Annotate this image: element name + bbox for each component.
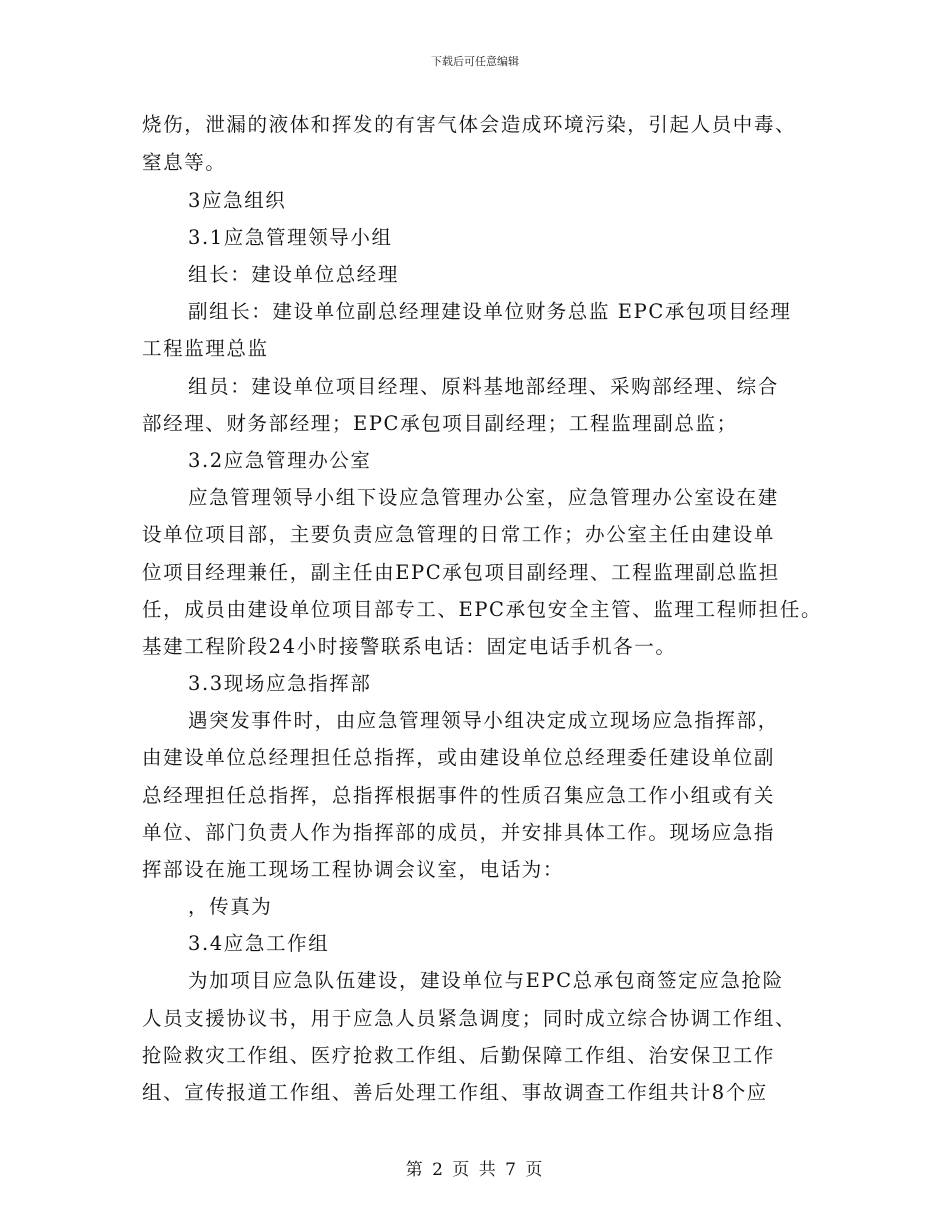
body-line: 挥部设在施工现场工程协调会议室，电话为： [142,858,565,881]
body-line: 组长：建设单位总经理 [188,263,400,286]
body-line: ，传真为 [188,895,273,918]
body-line: 人员支援协议书，用于应急人员紧急调度；同时成立综合协调工作组、 [142,1007,797,1030]
subsection-heading: 3.1应急管理领导小组 [188,226,393,249]
subsection-heading: 3.3现场应急指挥部 [188,672,372,695]
body-line: 遇突发事件时，由应急管理领导小组决定成立现场应急指挥部， [188,709,779,732]
page-footer: 第 2 页 共 7 页 [405,1160,545,1180]
body-line: 位项目经理兼任，副主任由EPC承包项目副经理、工程监理副总监担 [142,561,780,584]
body-line: 任，成员由建设单位项目部专工、EPC承包安全主管、监理工程师担任。 [142,598,823,621]
body-line: 工程监理总监 [142,337,269,360]
subsection-heading: 3.2应急管理办公室 [188,449,372,472]
body-line: 基建工程阶段24小时接警联系电话：固定电话手机各一。 [142,635,677,658]
body-line: 总经理担任总指挥，总指挥根据事件的性质召集应急工作小组或有关 [142,784,776,807]
body-line: 应急管理领导小组下设应急管理办公室，应急管理办公室设在建 [188,486,779,509]
body-line: 部经理、财务部经理；EPC承包项目副经理；工程监理副总监； [142,412,738,435]
body-line: 设单位项目部，主要负责应急管理的日常工作；办公室主任由建设单 [142,523,776,546]
body-line: 组员：建设单位项目经理、原料基地部经理、采购部经理、综合 [188,375,779,398]
body-line: 副组长：建设单位副总经理建设单位财务总监 EPC承包项目经理 [188,300,792,323]
body-line: 窒息等。 [142,151,227,174]
section-heading: 3应急组织 [188,189,287,212]
body-line: 由建设单位总经理担任总指挥，或由建设单位总经理委任建设单位副 [142,746,776,769]
page-header: 下载后可任意编辑 [431,55,519,68]
body-line: 单位、部门负责人作为指挥部的成员，并安排具体工作。现场应急指 [142,821,776,844]
body-line: 组、宣传报道工作组、善后处理工作组、事故调查工作组共计8个应 [142,1081,768,1104]
subsection-heading: 3.4应急工作组 [188,932,330,955]
body-line: 烧伤，泄漏的液体和挥发的有害气体会造成环境污染，引起人员中毒、 [142,113,797,136]
body-line: 为加项目应急队伍建设，建设单位与EPC总承包商签定应急抢险 [188,969,784,992]
body-line: 抢险救灾工作组、医疗抢救工作组、后勤保障工作组、治安保卫工作 [142,1044,776,1067]
